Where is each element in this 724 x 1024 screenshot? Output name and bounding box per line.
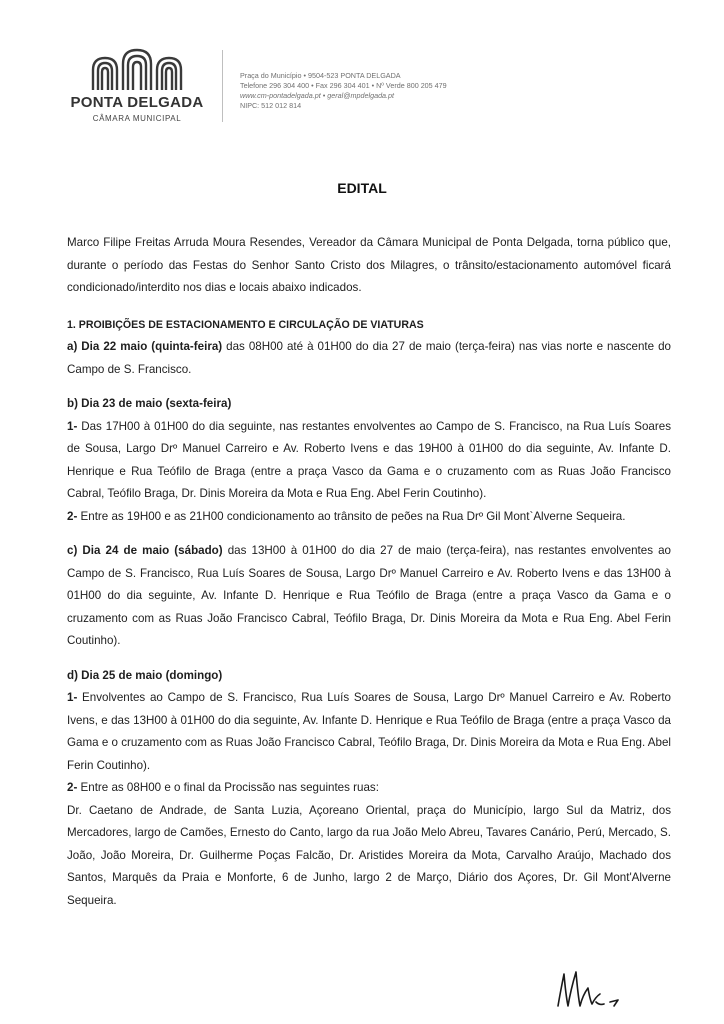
contact-nipc: NIPC: 512 012 814 [240,101,302,110]
item-b-1-text: Das 17H00 à 01H00 do dia seguinte, nas restantes envolventes ao Campo de S. Francisco, na Rua Luís Soares de Sousa, Largo Drº Manuel Carreiro e Av. Roberto Ivens e das 19H00 à 01H00 do dia seguinte, Av. Infante D. Henrique e Rua Teófilo de Braga (entre a praça Vasco da Gama e o cruzamento com as Ruas João Francisco Cabral, Teófilo Braga, Dr. Dinis Moreira da Mota e Rua Eng. Abel Ferin Coutinho). [67,419,671,500]
item-b-label: b) Dia 23 de maio (sexta-feira) [67,397,232,410]
item-b-2-text: Entre as 19H00 e as 21H00 condicionamento ao trânsito de peões na Rua Drº Gil Mont`Alverne Sequeira. [77,509,626,523]
item-a [67,336,671,381]
item-c-text: das 13H00 à 01H00 do dia 27 de maio (terça-feira), nas restantes envolventes ao Campo de S. Francisco, Rua Luís Soares de Sousa, Largo Drº Manuel Carreiro e Av. Roberto Ivens e das 13H00 à 01H00 do dia seguinte, Av. Infante D. Henrique e Rua Teófilo de Braga (entre a praça Vasco da Gama e o cruzamento com as Ruas João Francisco Cabral, Teófilo Braga, Dr. Dinis Moreira da Mota e Rua Eng. Abel Ferin Coutinho). [67,544,671,647]
header-divider [222,50,223,122]
item-b-1 [67,416,671,506]
item-d-2-text: Entre as 08H00 e o final da Procissão nas seguintes ruas: [77,781,379,794]
item-d-2 [67,777,671,800]
item-b-1-num: 1- [67,419,78,433]
item-a-text: das 08H00 até à 01H00 do dia 27 de maio (terça-feira) nas vias norte e nascente do Campo de S. Francisco. [67,340,671,376]
item-d-label: d) Dia 25 de maio (domingo) [67,668,223,682]
streets-list: Dr. Caetano de Andrade, de Santa Luzia, Açoreano Oriental, praça do Município, largo Sul da Matriz, dos Mercadores, largo de Camões, Ernesto do Canto, largo da rua João Melo Abreu, Tavares Canário, Perú, Mercado, S. João, João Moreira, Dr. Guilherme Poças Falcão, Dr. Aristides Moreira da Mota, Carvalho Araújo, Machado dos Santos, Marquês da Praia e Monforte, 6 de Junho, largo 2 de Março, Diário dos Açores, Dr. Gil Mont'Alverne Sequeira. [67,803,671,907]
contact-web: www.cm-pontadelgada.pt • geral@mpdelgada.pt [240,91,395,100]
intro-paragraph: Marco Filipe Freitas Arruda Moura Resendes, Vereador da Câmara Municipal de Ponta Delgada, torna público que, durante o período das Festas do Senhor Santo Cristo dos Milagres, o trânsito/estacionamento automóvel ficará condicionado/interdito nos dias e locais abaixo indicados. [67,236,671,294]
item-b-2 [67,506,671,529]
municipal-arches-icon [89,48,185,92]
item-d-2-num: 2- [67,781,78,794]
logo-subtitle: CÂMARA MUNICIPAL [92,114,182,123]
contact-block [240,71,447,111]
logo-name: PONTA DELGADA [70,94,204,111]
document-title: EDITAL [337,180,387,196]
signature-image [552,966,628,1014]
document-body [67,232,671,912]
ponta-delgada-logo [62,48,212,130]
item-d-1-num: 1- [67,691,78,704]
item-a-label: a) Dia 22 maio (quinta-feira) [67,340,223,353]
section-heading: 1. PROIBIÇÕES DE ESTACIONAMENTO E CIRCULAÇÃO DE VIATURAS [67,318,424,331]
item-d-1 [67,687,671,777]
item-c [67,540,671,653]
item-c-label: c) Dia 24 de maio (sábado) [67,544,223,557]
contact-address: Praça do Município • 9504-523 PONTA DELGADA [240,71,401,80]
item-d-1-text: Envolventes ao Campo de S. Francisco, Rua Luís Soares de Sousa, Largo Drº Manuel Carreiro e Av. Roberto Ivens, e das 13H00 à 01H00 do dia seguinte, Av. Infante D. Henrique e Rua Teófilo de Braga (entre a praça Vasco da Gama e o cruzamento com as Ruas João Francisco Cabral, Teófilo Braga, Dr. Dinis Moreira da Mota e Rua Eng. Abel Ferin Coutinho). [67,691,671,772]
item-b-2-num: 2- [67,509,78,523]
contact-phone: Telefone 296 304 400 • Fax 296 304 401 • Nº Verde 800 205 479 [240,81,447,90]
